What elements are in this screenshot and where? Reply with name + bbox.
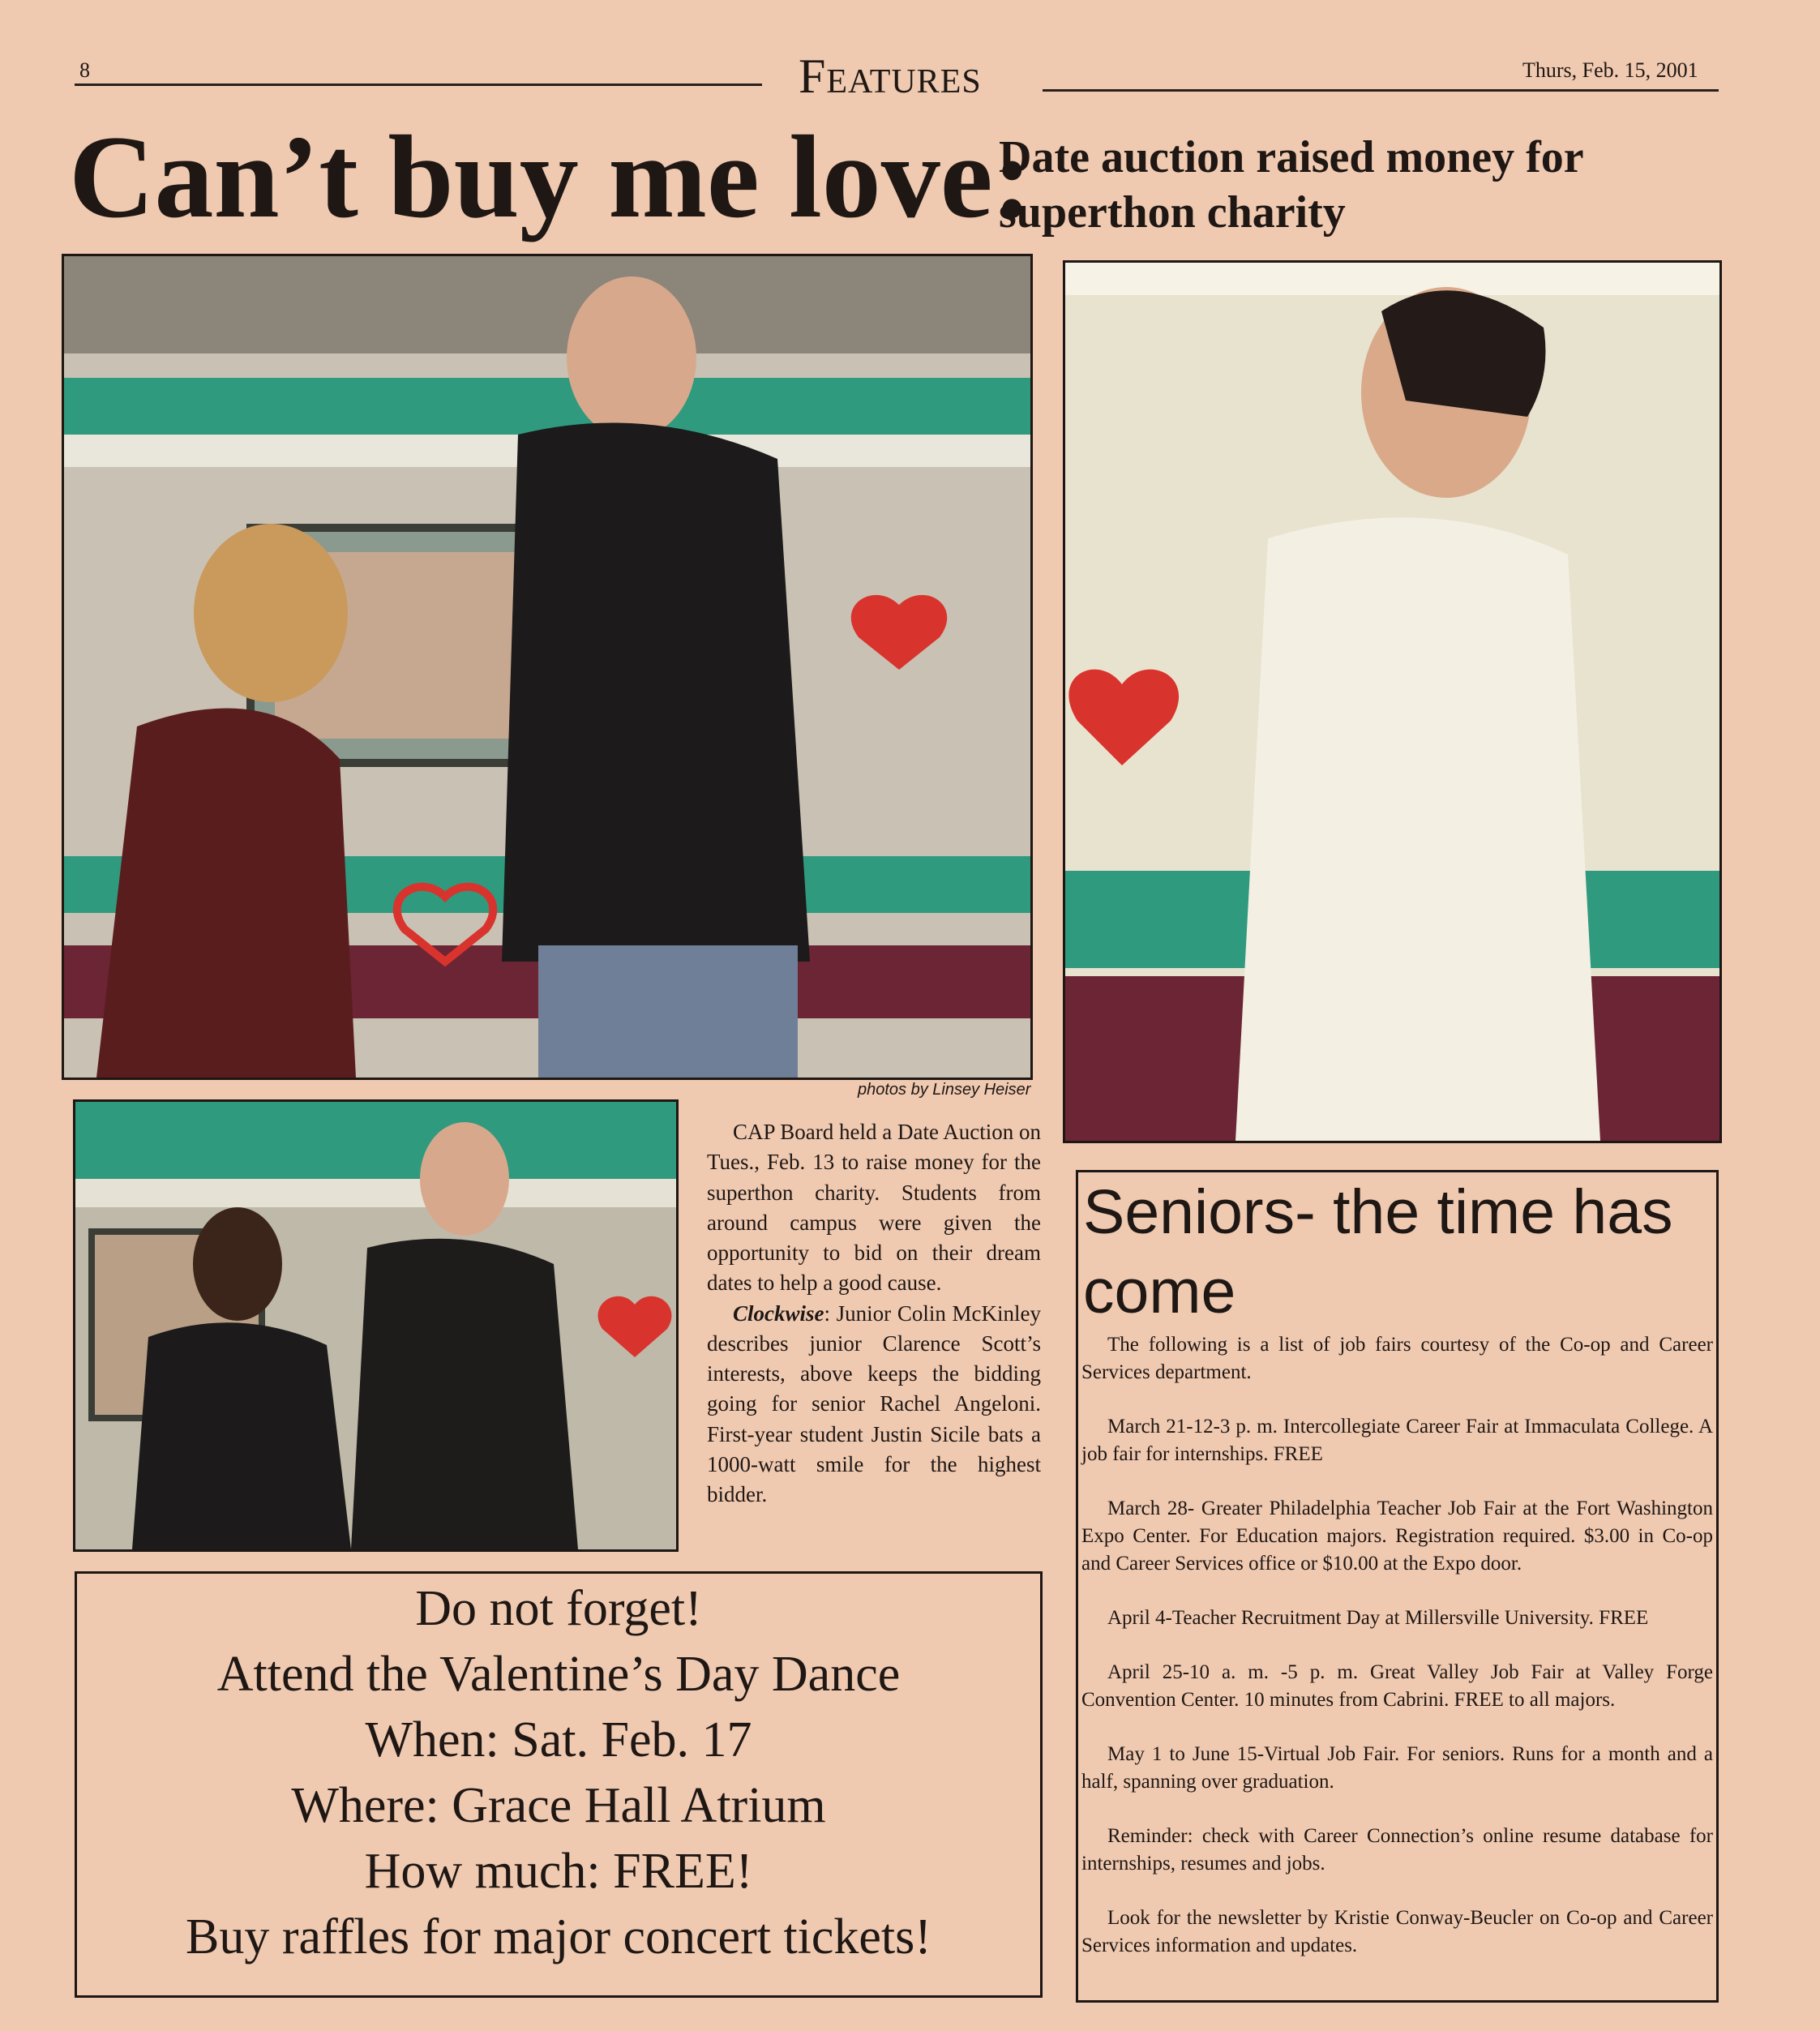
dance-reminder: Do not forget!	[415, 1581, 702, 1636]
list-item: March 28- Greater Philadelphia Teacher Job Fair at the Fort Washington Expo Center. For Education majors. Registration required. $3.00 in Co-op and Career Services office or $10.00 at the Expo door.	[1081, 1498, 1713, 1575]
photo-credit: photos by Linsey Heiser	[858, 1081, 1031, 1099]
dance-raffle: Buy raffles for major concert tickets!	[186, 1909, 931, 1965]
seniors-box-title: Seniors- the time has come	[1083, 1177, 1673, 1326]
section-label: Features	[799, 49, 982, 103]
masthead-rule-left	[75, 84, 762, 86]
list-item: April 25-10 a. m. -5 p. m. Great Valley Job Fair at Valley Forge Convention Center. 10 minutes from Cabrini. FREE to all majors.	[1081, 1661, 1713, 1711]
masthead-rule-right	[1043, 89, 1719, 92]
photo-caption	[707, 1117, 1041, 1510]
dance-when: When: Sat. Feb. 17	[365, 1712, 752, 1767]
page-number: 8	[79, 58, 90, 82]
list-item: The following is a list of job fairs courtesy of the Co-op and Career Services department.	[1081, 1334, 1713, 1383]
photo-auctioneer-and-student	[62, 254, 1033, 1080]
list-item: April 4-Teacher Recruitment Day at Millersville University. FREE	[1107, 1607, 1649, 1629]
dance-where: Where: Grace Hall Atrium	[291, 1778, 826, 1833]
caption-paragraph-clockwise	[707, 1299, 1041, 1510]
caption-paragraph: CAP Board held a Date Auction on Tues., Feb. 13 to raise money for the superthon charity. Students from around campus were given the opportunity to bid on their dream dates to help a good cause.	[707, 1120, 1041, 1296]
list-item: March 21-12-3 p. m. Intercollegiate Career Fair at Immaculata College. A job fair for internships. FREE	[1081, 1416, 1713, 1465]
caption-text: : Junior Colin McKinley describes junior Clarence Scott’s interests, above keeps the bidding going for senior Rachel Angeloni. First-year student Justin Sicile bats a 1000-watt smile for the highest bidder.	[707, 1300, 1041, 1506]
job-fair-list	[1078, 1331, 1716, 1960]
dance-announcement-box	[75, 1571, 1043, 1998]
list-item: Look for the newsletter by Kristie Conway-Beucler on Co-op and Career Services information and updates.	[1081, 1907, 1713, 1956]
list-item: Reminder: check with Career Connection’s online resume database for internships, resumes and jobs.	[1081, 1825, 1713, 1875]
dance-title: Attend the Valentine’s Day Dance	[216, 1647, 901, 1702]
sub-headline: Date auction raised money for superthon charity	[999, 132, 1583, 238]
seniors-job-fair-box	[1076, 1170, 1719, 2003]
dance-cost: How much: FREE!	[364, 1844, 753, 1899]
main-headline: Can’t buy me love:	[69, 111, 1033, 242]
photo-student-smiling	[1063, 260, 1722, 1143]
issue-date: Thurs, Feb. 15, 2001	[1522, 58, 1698, 82]
caption-lead: Clockwise	[733, 1300, 824, 1326]
photo-bidding	[73, 1099, 679, 1552]
list-item: May 1 to June 15-Virtual Job Fair. For seniors. Runs for a month and a half, spanning over graduation.	[1081, 1743, 1713, 1793]
